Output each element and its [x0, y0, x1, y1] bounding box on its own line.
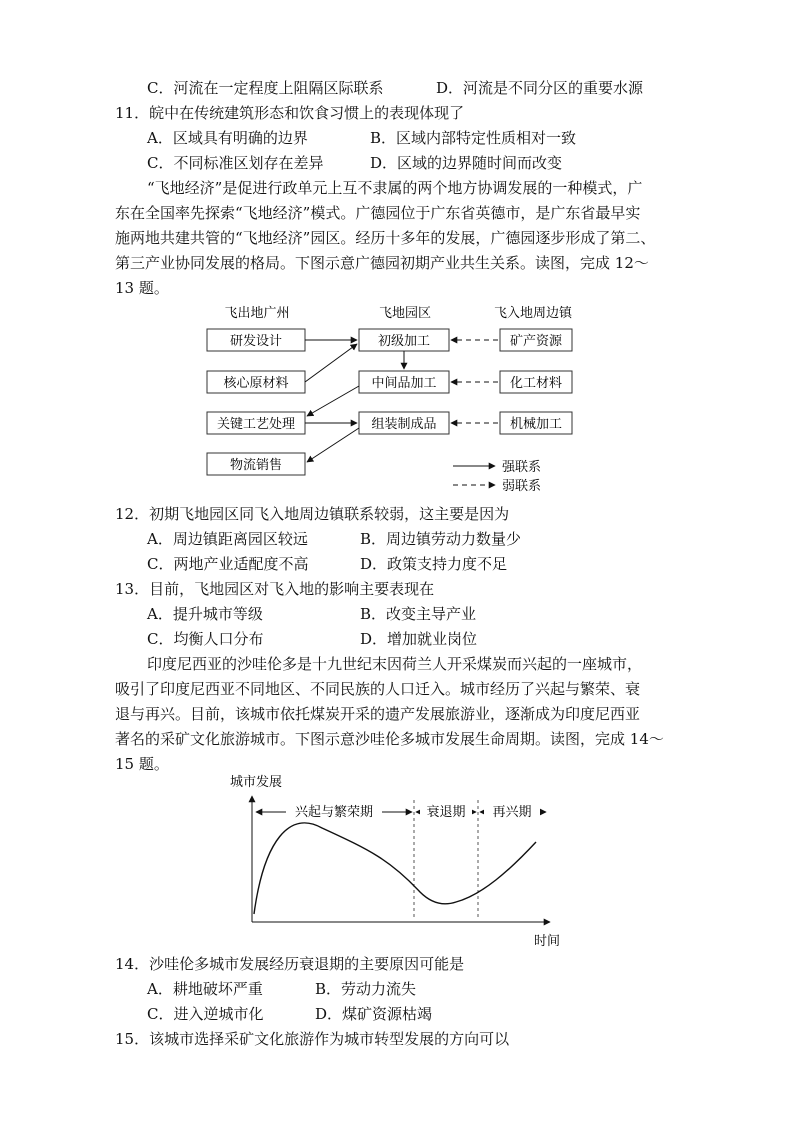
q10-option-d: D．河流是不同分区的重要水源 — [436, 79, 644, 97]
box-right-1 — [500, 329, 572, 351]
header-fly-in-towns: 飞入地周边镇 — [493, 306, 573, 321]
q11-stem: 11．皖中在传统建筑形态和饮食习惯上的表现体现了 — [115, 104, 465, 122]
arrow-material-to-primary — [305, 344, 357, 382]
q12-option-a: A．周边镇距离园区较远 — [147, 530, 308, 548]
box-middle-1 — [359, 329, 449, 351]
q14-option-d: D．煤矿资源枯竭 — [315, 1005, 433, 1023]
q11-option-c: C．不同标准区划存在差异 — [147, 154, 324, 172]
svg-text:核心原材料: 核心原材料 — [223, 376, 289, 391]
industry-symbiosis-diagram — [195, 298, 595, 498]
box-right-3 — [500, 412, 572, 434]
box-middle-2 — [359, 371, 449, 393]
city-lifecycle-chart — [220, 770, 580, 950]
q13-option-d: D．增加就业岗位 — [360, 630, 478, 648]
svg-text:初级加工: 初级加工 — [377, 334, 431, 349]
passage1-line-5: 13 题。 — [115, 279, 169, 297]
box-right-2 — [500, 371, 572, 393]
svg-text:物流销售: 物流销售 — [229, 458, 283, 473]
passage1-line-2: 东在全国率先探索“飞地经济”模式。广德园位于广东省英德市，是广东省最早实 — [115, 204, 641, 222]
legend — [453, 460, 541, 494]
svg-text:化工材料: 化工材料 — [509, 376, 563, 391]
q12-stem: 12．初期飞地园区同飞入地周边镇联系较弱，这主要是因为 — [115, 505, 510, 523]
arrow-assembly-to-logistics — [307, 428, 359, 462]
phase-label-3: 再兴期 — [492, 805, 532, 820]
passage1-line-3: 施两地共建共管的“飞地经济”园区。经历十多年的发展，广德园逐步形成了第二、 — [115, 229, 656, 247]
q12-option-d: D．政策支持力度不足 — [360, 555, 508, 573]
svg-text:机械加工: 机械加工 — [509, 417, 563, 432]
legend-strong: 强联系 — [502, 460, 542, 475]
y-axis-label: 城市发展 — [230, 775, 283, 790]
legend-weak: 弱联系 — [502, 479, 542, 494]
q10-option-c: C．河流在一定程度上阻隔区际联系 — [147, 79, 384, 97]
q11-option-a: A．区域具有明确的边界 — [147, 129, 308, 147]
lifecycle-curve — [254, 823, 536, 914]
svg-text:矿产资源: 矿产资源 — [509, 334, 563, 349]
passage1-line-1: “飞地经济”是促进行政单元上互不隶属的两个地方协调发展的一种模式，广 — [147, 179, 643, 197]
header-enclave-park: 飞地园区 — [378, 306, 432, 321]
q11-option-d: D．区域的边界随时间而改变 — [370, 154, 563, 172]
q13-option-b: B．改变主导产业 — [360, 605, 477, 623]
box-left-4 — [207, 453, 305, 475]
q14-option-c: C．进入逆城市化 — [147, 1005, 264, 1023]
q13-stem: 13．目前，飞地园区对飞入地的影响主要表现在 — [115, 580, 435, 598]
header-fly-out: 飞出地广州 — [224, 306, 290, 321]
q14-option-a: A．耕地破坏严重 — [147, 980, 263, 998]
q13-option-a: A．提升城市等级 — [147, 605, 263, 623]
box-middle-3 — [359, 412, 449, 434]
passage2-line-4: 著名的采矿文化旅游城市。下图示意沙哇伦多城市发展生命周期。读图，完成 14～ — [115, 730, 664, 748]
q13-option-c: C．均衡人口分布 — [147, 630, 264, 648]
box-left-1 — [207, 329, 305, 351]
phase-label-1: 兴起与繁荣期 — [294, 805, 374, 820]
svg-text:中间品加工: 中间品加工 — [371, 376, 437, 391]
passage2-line-3: 退与再兴。目前，该城市依托煤炭开采的遗产发展旅游业，逐渐成为印度尼西亚 — [115, 705, 641, 723]
svg-text:组装制成品: 组装制成品 — [371, 417, 437, 432]
phase-label-2: 衰退期 — [426, 805, 466, 820]
passage2-line-2: 吸引了印度尼西亚不同地区、不同民族的人口迁入。城市经历了兴起与繁荣、衰 — [115, 680, 641, 698]
q11-option-b: B．区域内部特定性质相对一致 — [370, 129, 577, 147]
passage1-line-4: 第三产业协同发展的格局。下图示意广德园初期产业共生关系。读图，完成 12～ — [115, 254, 649, 272]
svg-text:研发设计: 研发设计 — [229, 334, 283, 349]
arrow-intermediate-to-process — [307, 386, 359, 416]
passage2-line-5: 15 题。 — [115, 755, 169, 773]
svg-text:关键工艺处理: 关键工艺处理 — [216, 417, 296, 432]
passage2-line-1: 印度尼西亚的沙哇伦多是十九世纪末因荷兰人开采煤炭而兴起的一座城市， — [147, 655, 643, 673]
q12-option-b: B．周边镇劳动力数量少 — [360, 530, 522, 548]
q14-stem: 14．沙哇伦多城市发展经历衰退期的主要原因可能是 — [115, 955, 465, 973]
q14-option-b: B．劳动力流失 — [315, 980, 417, 998]
box-left-3 — [207, 412, 305, 434]
box-left-2 — [207, 371, 305, 393]
q15-stem: 15．该城市选择采矿文化旅游作为城市转型发展的方向可以 — [115, 1030, 510, 1048]
q12-option-c: C．两地产业适配度不高 — [147, 555, 309, 573]
x-axis-label: 时间 — [534, 934, 561, 949]
